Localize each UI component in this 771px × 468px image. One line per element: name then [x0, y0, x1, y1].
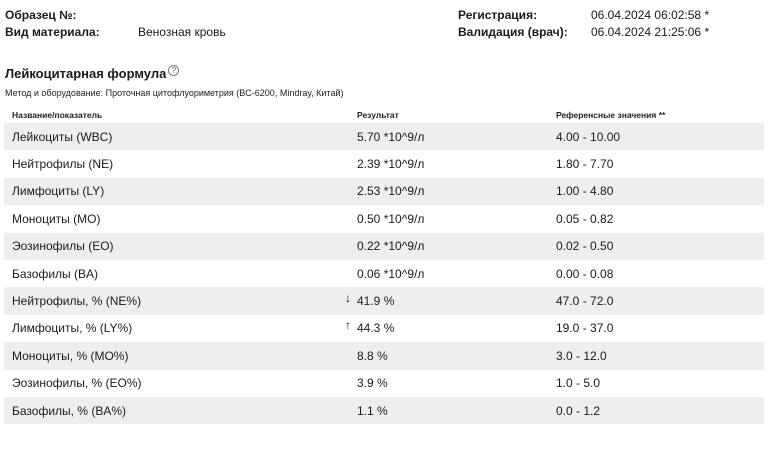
analyte-name: Нейтрофилы, % (NE%) [12, 294, 142, 309]
result-value: 5.70 *10^9/л [357, 129, 425, 144]
table-row [4, 233, 764, 260]
result-value: 44.3 % [357, 321, 395, 336]
reference-range: 3.0 - 12.0 [556, 348, 607, 363]
result-value: 0.06 *10^9/л [357, 266, 425, 281]
result-cell [344, 130, 547, 144]
table-row [4, 123, 764, 150]
result-value: 0.50 *10^9/л [357, 211, 425, 226]
result-value: 2.39 *10^9/л [357, 157, 425, 172]
table-row [4, 260, 764, 287]
reference-range: 0.05 - 0.82 [556, 211, 614, 226]
table-row [4, 397, 764, 424]
results-table [4, 106, 764, 424]
table-row [4, 150, 764, 177]
analyte-name: Моноциты, % (MO%) [12, 348, 129, 363]
reference-range: 0.0 - 1.2 [556, 403, 601, 418]
table-row [4, 205, 764, 232]
result-value: 8.8 % [357, 348, 388, 363]
result-value: 3.9 % [357, 376, 388, 391]
analyte-name: Эозинофилы, % (EO%) [12, 376, 142, 391]
reference-range: 47.0 - 72.0 [556, 294, 614, 309]
analyte-name: Базофилы, % (BA%) [12, 403, 126, 418]
table-row [4, 287, 764, 314]
result-cell [344, 376, 547, 390]
table-row [4, 342, 764, 369]
arrow-up-icon: ↑ [345, 318, 351, 333]
table-body [4, 123, 764, 424]
column-header-name: Название/показатель [12, 109, 103, 120]
result-cell [344, 157, 547, 171]
section-title [5, 66, 179, 81]
table-row [4, 315, 764, 342]
result-cell [344, 291, 547, 309]
analyte-name: Базофилы (BA) [12, 266, 98, 281]
reference-range: 19.0 - 37.0 [556, 321, 614, 336]
analyte-name: Эозинофилы (EO) [12, 239, 114, 254]
analyte-name: Лимфоциты (LY) [12, 184, 105, 199]
material-type-label: Вид материала: [5, 25, 100, 39]
analyte-name: Моноциты (MO) [12, 211, 101, 226]
reference-range: 1.80 - 7.70 [556, 157, 614, 172]
registration-label: Регистрация: [458, 8, 538, 22]
reference-range: 1.00 - 4.80 [556, 184, 614, 199]
reference-range: 0.00 - 0.08 [556, 266, 614, 281]
arrow-down-icon: ↓ [345, 291, 351, 306]
result-cell [344, 404, 547, 418]
column-header-result: Результат [357, 109, 399, 120]
sample-number-label: Образец №: [5, 8, 77, 22]
material-type-value: Венозная кровь [138, 25, 226, 39]
result-cell [344, 267, 547, 281]
validation-label: Валидация (врач): [458, 25, 568, 39]
method-description: Метод и оборудование: Проточная цитофлуориметрия (BC-6200, Mindray, Китай) [5, 88, 344, 98]
analyte-name: Нейтрофилы (NE) [12, 157, 114, 172]
result-cell [344, 318, 547, 336]
section-title-text: Лейкоцитарная формула [5, 66, 167, 81]
table-header [4, 106, 764, 123]
result-value: 0.22 *10^9/л [357, 239, 425, 254]
validation-value: 06.04.2024 21:25:06 * [591, 25, 710, 39]
result-cell [344, 349, 547, 363]
result-value: 1.1 % [357, 403, 388, 418]
help-icon[interactable]: ? [168, 65, 179, 76]
result-cell [344, 212, 547, 226]
result-cell [344, 184, 547, 198]
reference-range: 1.0 - 5.0 [556, 376, 601, 391]
result-cell [344, 239, 547, 253]
result-value: 41.9 % [357, 294, 395, 309]
reference-range: 0.02 - 0.50 [556, 239, 614, 254]
table-row [4, 178, 764, 205]
registration-value: 06.04.2024 06:02:58 * [591, 8, 710, 22]
result-value: 2.53 *10^9/л [357, 184, 425, 199]
analyte-name: Лимфоциты, % (LY%) [12, 321, 133, 336]
reference-range: 4.00 - 10.00 [556, 129, 621, 144]
column-header-reference: Референсные значения ** [556, 109, 666, 120]
table-row [4, 370, 764, 397]
analyte-name: Лейкоциты (WBC) [12, 129, 113, 144]
